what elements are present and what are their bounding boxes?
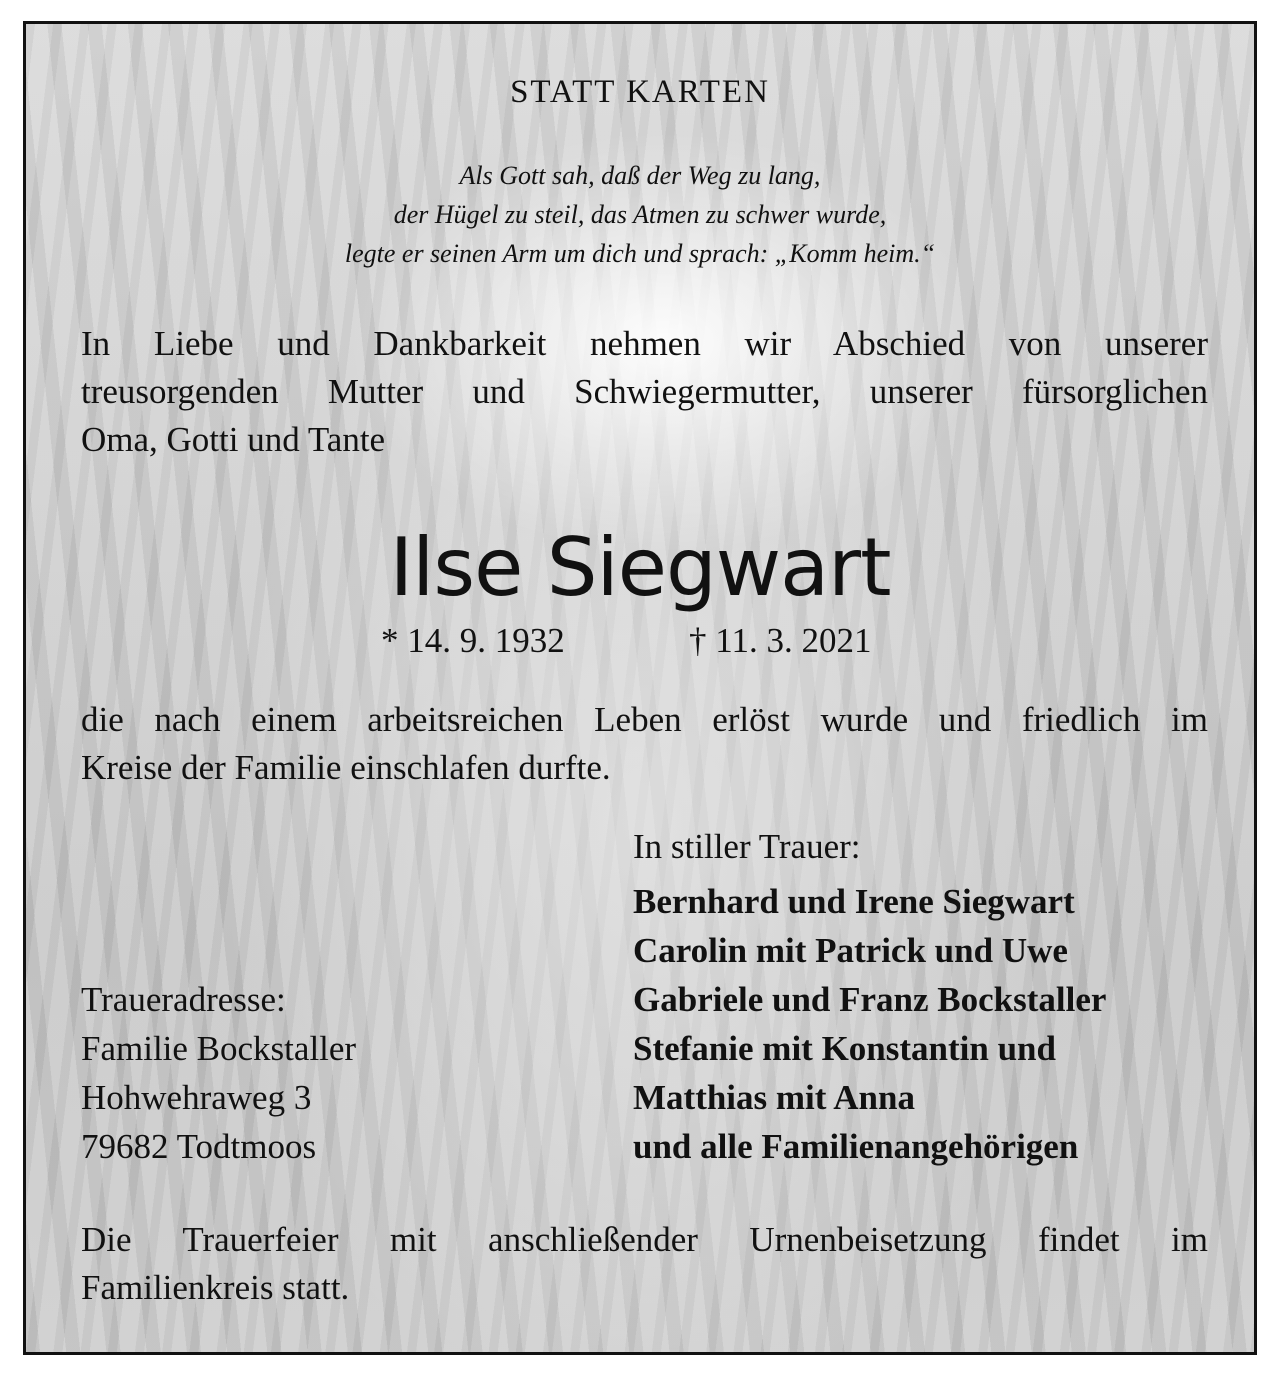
address-line: Hohwehraweg 3 (81, 1078, 312, 1117)
mourner-entry: Carolin mit Patrick und Uwe (633, 931, 1068, 970)
mourning-address (81, 975, 356, 1171)
mourner-entry: Matthias mit Anna (633, 1078, 915, 1117)
poem (26, 156, 1254, 273)
poem-line: der Hügel zu steil, das Atmen zu schwer wurde, (393, 200, 887, 229)
closing-line: Familienkreis statt. (81, 1268, 350, 1307)
death-date: † 11. 3. 2021 (689, 621, 872, 660)
poem-line: legte er seinen Arm um dich und sprach: „Komm heim.“ (344, 239, 936, 268)
obituary-notice (23, 21, 1257, 1355)
after-paragraph (81, 696, 1208, 792)
mourning-label: In stiller Trauer: (633, 827, 861, 866)
mourner-entry: Gabriele und Franz Bockstaller (633, 980, 1107, 1019)
intro-paragraph (81, 320, 1208, 464)
closing-paragraph (81, 1216, 1208, 1312)
deceased-name: Ilse Siegwart (389, 521, 891, 614)
poem-line: Als Gott sah, daß der Weg zu lang, (459, 161, 821, 190)
intro-line: Oma, Gotti und Tante (81, 420, 386, 459)
mourner-entry: und alle Familienangehörigen (633, 1127, 1079, 1166)
closing-line: Die Trauerfeier mit anschließender Urnenbeisetzung findet im (81, 1220, 1208, 1259)
after-line: Kreise der Familie einschlafen durfte. (81, 748, 611, 787)
mourners-list (633, 877, 1106, 1171)
address-line: Familie Bockstaller (81, 1029, 357, 1068)
mourner-entry: Stefanie mit Konstantin und (633, 1029, 1056, 1068)
intro-line: In Liebe und Dankbarkeit nehmen wir Abschied von unserer (81, 324, 1208, 363)
birth-date: * 14. 9. 1932 (381, 621, 565, 660)
after-line: die nach einem arbeitsreichen Leben erlöst wurde und friedlich im (81, 700, 1208, 739)
address-line: Traueradresse: (81, 980, 286, 1019)
address-line: 79682 Todtmoos (81, 1127, 317, 1166)
mourner-entry: Bernhard und Irene Siegwart (633, 882, 1075, 921)
header-statt-karten: STATT KARTEN (510, 74, 770, 110)
intro-line: treusorgenden Mutter und Schwiegermutter, unserer fürsorglichen (81, 372, 1208, 411)
